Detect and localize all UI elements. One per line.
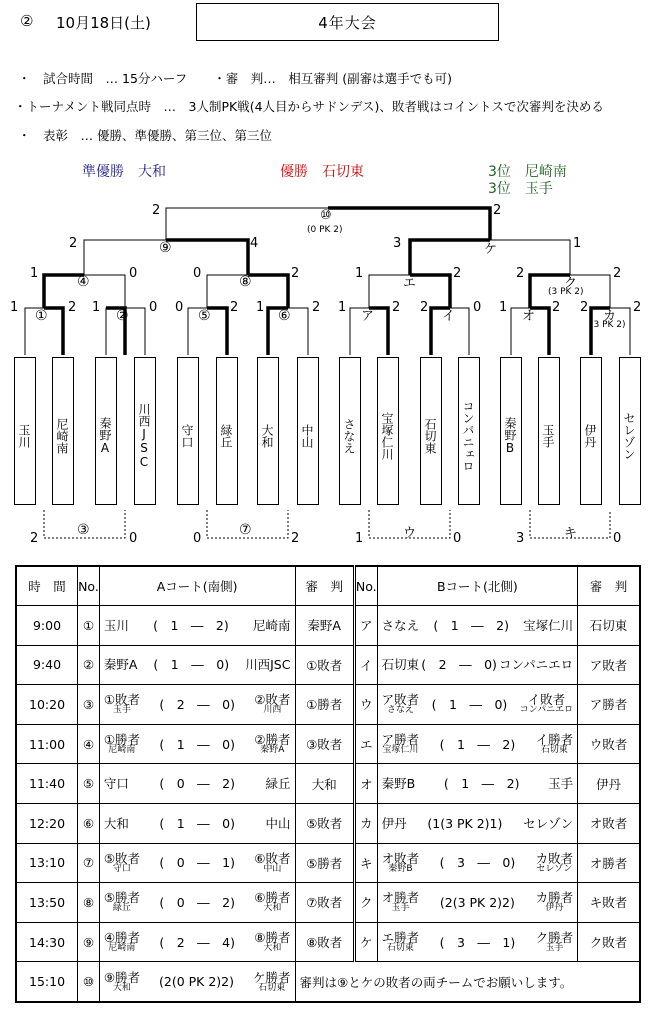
table-row [16,606,640,646]
team-name: ①勝者 [103,732,141,748]
score: 0 [193,266,202,281]
a-referee: ①敗者 [295,645,354,685]
b-referee: ウ敗者 [578,724,640,764]
score: 2 [613,266,622,281]
team-box: 石切東 [420,357,442,505]
match-no: ① [78,606,100,646]
match-score: ( 1 ― 2) [153,617,229,633]
third-place-1: 3位 尼崎南 [488,164,567,180]
team-box: 川西JSC [134,357,156,505]
a-court-match [99,883,295,923]
team-sub: 川西 [263,705,282,716]
team-sub: 玉手 [112,705,131,716]
team-sub: 秦野B [388,863,413,874]
team-name: ②勝者 [254,732,291,748]
team-name: オ勝者 [381,890,420,906]
team-sub: 玉手 [391,903,410,914]
table-row [16,803,640,843]
team-name: ア敗者 [381,692,420,708]
score: 1 [256,300,265,315]
score: 2 [291,266,300,281]
team-box: 大和 [257,357,279,505]
table-row [16,883,640,923]
a-court-match [99,843,295,883]
table-row [16,685,640,725]
team-name: 宝塚仁川 [523,617,574,633]
team-sub: 尼崎南 [108,745,136,756]
score: 0 [193,531,202,546]
match-score: ( 1 ― 2) [443,776,520,792]
a-referee: ③敗者 [295,724,354,764]
time-cell: 10:20 [16,685,78,725]
team-name: さなえ [381,617,420,633]
match-score: ( 2 ― 4) [159,934,235,950]
a-court-match [99,803,295,843]
team-name: ④勝者 [103,930,141,946]
page-title: 4年大会 [196,3,499,41]
a-referee: ①勝者 [295,685,354,725]
match-no-b: キ [354,843,377,883]
b-court-match [377,922,577,962]
match-no: ⑤ [78,764,100,804]
team-sub: 尼崎南 [108,943,136,954]
time-cell: 9:40 [16,645,78,685]
match-no: ② [78,645,100,685]
match-label-i: イ [442,309,456,324]
match-no-b: ア [354,606,377,646]
team-name: イ勝者 [535,732,574,748]
table-row [16,645,640,685]
match-label-ku: ク [564,276,578,291]
team-name: 川西JSC [245,657,291,673]
rule-tiebreak: ・トーナメント戦同点時 … 3人制PK戦(4人目からサドンデス)、敗者戦はコイントスで次審判を決める [14,99,604,114]
table-row [16,922,640,962]
team-sub: 中山 [263,863,282,874]
match-label-1: ① [35,308,48,324]
team-sub: コンパニエロ [519,705,574,716]
score: 2 [291,531,300,546]
team-sub: 大和 [263,943,282,954]
score: 2 [30,531,39,546]
team-box: さなえ [339,357,361,505]
match-score: ( 3 ― 1) [439,934,516,950]
a-referee: ⑦敗者 [295,883,354,923]
team-name: 伊丹 [381,815,407,831]
match-score: ( 1 ― 0) [153,657,230,673]
match-score: ( 2 ― 0) [159,696,235,712]
score: 2 [453,266,462,281]
match-label-2: ② [116,308,129,324]
a-referee: ⑧敗者 [295,922,354,962]
time-cell: 11:00 [16,724,78,764]
champion-label: 優勝 石切東 [280,164,364,180]
score: 0 [129,266,138,281]
score: 0 [453,531,462,546]
b-court-match [377,803,577,843]
team-name: ⑤勝者 [103,890,141,906]
time-cell: 13:10 [16,843,78,883]
score: 2 [392,300,401,315]
final-referee-note: 審判は⑨とケの敗者の両チームでお願いします。 [295,962,640,1002]
a-referee: 大和 [295,764,354,804]
score: 2 [152,203,161,218]
score: 2 [516,266,525,281]
team-sub: 石切東 [540,745,568,756]
match-label-9: ⑨ [159,240,172,256]
team-name: 玉手 [548,776,574,792]
team-sub: さなえ [386,705,414,716]
score: 2 [69,236,78,251]
team-sub: セレゾン [536,863,573,874]
team-sub: 宝塚仁川 [382,745,419,756]
b-referee: ク敗者 [578,922,640,962]
team-name: 秦野B [381,776,416,792]
team-box: セレゾン [619,357,641,505]
score: 1 [92,300,101,315]
team-name: ク勝者 [535,930,574,946]
team-box: 秦野A [95,357,117,505]
team-name: 石切東 [381,657,420,673]
match-label-a: ア [361,309,375,324]
third-place-2: 3位 玉手 [488,181,553,197]
team-name: ケ勝者 [252,969,291,985]
score: 2 [552,300,561,315]
score: 3 [393,236,402,251]
b-court-match [377,645,577,685]
match-no-b: ク [354,883,377,923]
rule-time: ・ 試合時間 … 15分ハーフ ・審 判… 相互審判 (副審は選手でも可) [18,71,453,86]
match-label-o: オ [522,309,536,324]
score: 2 [420,300,429,315]
match-label-8: ⑧ [239,274,252,290]
team-box: 玉川 [14,357,36,505]
score: 2 [68,300,77,315]
match-label-ke: ケ [484,242,498,257]
match-number: ② [20,12,34,30]
team-sub: 伊丹 [545,903,564,914]
a-court-match [99,685,295,725]
match-label-5: ⑤ [198,308,211,324]
b-referee: 伊丹 [578,764,640,804]
ku-pk: (3 PK 2) [548,287,584,297]
match-no: ④ [78,724,100,764]
header-no-b: No. [354,566,377,606]
score: 1 [573,236,582,251]
team-name: ⑧勝者 [254,930,291,946]
score: 1 [355,531,364,546]
match-no: ⑧ [78,883,100,923]
header-time: 時 間 [16,566,78,606]
score: 1 [499,300,508,315]
team-box: 守口 [177,357,199,505]
team-name: 緑丘 [265,776,291,792]
match-label-ka: カ [603,309,617,324]
team-sub: 緑丘 [112,903,131,914]
team-name: コンパニエロ [498,657,574,673]
a-referee: ⑤敗者 [295,803,354,843]
match-label-3: ③ [77,522,90,538]
team-name: 尼崎南 [252,617,291,633]
match-score: ( 0 ― 1) [159,855,235,871]
match-no-b: カ [354,803,377,843]
score: 2 [230,300,239,315]
score: 1 [355,266,364,281]
b-court-match [377,883,577,923]
team-sub: 石切東 [258,982,286,993]
time-cell: 14:30 [16,922,78,962]
match-no-b: イ [354,645,377,685]
match-no: ⑨ [78,922,100,962]
header-b-court: Bコート(北側) [377,566,577,606]
b-court-match [377,606,577,646]
team-box: 玉手 [538,357,560,505]
team-box: 秦野B [500,357,522,505]
team-name: 中山 [265,815,291,831]
match-date: 10月18日(土) [56,14,151,32]
team-box: コンパニェロ [458,357,480,505]
schedule-table [15,565,641,1003]
team-name: 玉川 [103,617,129,633]
team-sub: 守口 [112,863,131,874]
match-label-e: エ [403,276,417,291]
final-pk: (0 PK 2) [307,225,343,235]
score: 0 [175,300,184,315]
runner-up-label: 準優勝 大和 [82,164,166,180]
b-referee: ア敗者 [578,645,640,685]
b-court-match [377,724,577,764]
time-cell: 13:50 [16,883,78,923]
b-court-match [377,764,577,804]
team-box: 伊丹 [580,357,602,505]
b-referee: 石切東 [578,606,640,646]
score: 2 [580,300,589,315]
team-box: 宝塚仁川 [377,357,399,505]
team-name: 秦野A [103,657,138,673]
match-score: (1(3 PK 2)1) [427,815,503,831]
score: 2 [633,300,642,315]
b-referee: オ敗者 [578,803,640,843]
team-box: 緑丘 [216,357,238,505]
score: 2 [312,300,321,315]
team-name: ⑥勝者 [254,890,291,906]
table-row [16,764,640,804]
score: 2 [493,203,502,218]
time-cell: 15:10 [16,962,78,1002]
team-name: ①敗者 [103,692,141,708]
team-name: カ敗者 [535,850,574,866]
score: 0 [613,531,622,546]
team-name: 守口 [103,776,129,792]
match-label-4: ④ [77,274,90,290]
b-referee: ア勝者 [578,685,640,725]
match-score: ( 1 ― 0) [159,736,235,752]
match-no: ⑦ [78,843,100,883]
a-court-match [99,922,295,962]
score: 1 [10,300,19,315]
score: 4 [250,236,259,251]
team-sub: 大和 [112,982,131,993]
score: 0 [149,300,158,315]
b-court-match [377,843,577,883]
team-sub: 玉手 [545,943,564,954]
a-court-match [99,764,295,804]
match-score: ( 0 ― 2) [159,776,235,792]
a-court-match [99,962,295,1002]
match-no: ⑥ [78,803,100,843]
header-a-referee: 審 判 [295,566,354,606]
team-name: カ勝者 [535,890,574,906]
b-court-match [377,685,577,725]
match-score: ( 1 ― 0) [159,815,235,831]
team-name: 大和 [103,815,129,831]
table-row [16,962,640,1002]
a-court-match [99,724,295,764]
team-sub: 大和 [263,903,282,914]
match-score: ( 0 ― 2) [159,894,235,910]
match-no: ⑩ [78,962,100,1002]
team-sub: 秦野A [260,745,285,756]
team-name: エ勝者 [381,930,420,946]
score: 0 [473,300,482,315]
match-score: ( 3 ― 0) [439,855,516,871]
match-score: (2(3 PK 2)2) [439,894,515,910]
match-score: (2(0 PK 2)2) [159,974,235,990]
a-court-match [99,645,295,685]
ka-pk: (3 PK 2) [590,320,626,330]
a-referee: ⑤勝者 [295,843,354,883]
table-row [16,843,640,883]
score: 0 [129,531,138,546]
team-name: ⑤敗者 [103,850,141,866]
table-header-row [16,566,640,606]
match-score: ( 2 ― 0) [421,657,497,673]
match-no-b: ケ [354,922,377,962]
team-name: ⑥敗者 [254,850,291,866]
score: 1 [338,300,347,315]
score: 3 [516,531,525,546]
header-a-court: Aコート(南側) [99,566,295,606]
team-name: オ敗者 [381,850,420,866]
match-no-b: ウ [354,685,377,725]
team-box: 中山 [297,357,319,505]
match-no-b: オ [354,764,377,804]
match-score: ( 1 ― 2) [433,617,509,633]
a-court-match [99,606,295,646]
team-name: ②敗者 [254,692,291,708]
header-no: No. [78,566,100,606]
team-name: ア勝者 [381,732,420,748]
b-referee: キ敗者 [578,883,640,923]
team-name: イ敗者 [527,692,566,708]
team-box: 尼崎南 [52,357,74,505]
team-name: ⑨勝者 [103,969,141,985]
time-cell: 12:20 [16,803,78,843]
match-no-b: エ [354,724,377,764]
team-name: セレゾン [523,815,574,831]
a-referee: 秦野A [295,606,354,646]
team-sub: 石切東 [386,943,414,954]
match-score: ( 1 ― 2) [439,736,516,752]
score: 1 [30,266,39,281]
match-score: ( 1 ― 0) [431,696,508,712]
b-referee: オ勝者 [578,843,640,883]
header-b-referee: 審 判 [578,566,640,606]
table-row [16,724,640,764]
match-label-ki: キ [564,526,578,541]
time-cell: 9:00 [16,606,78,646]
time-cell: 11:40 [16,764,78,804]
match-label-7: ⑦ [239,522,252,538]
match-label-6: ⑥ [278,308,291,324]
match-label-10: ⑩ [320,208,332,223]
match-no: ③ [78,685,100,725]
match-label-u: ウ [403,526,417,541]
rule-awards: ・ 表彰 … 優勝、準優勝、第三位、第三位 [18,128,273,143]
